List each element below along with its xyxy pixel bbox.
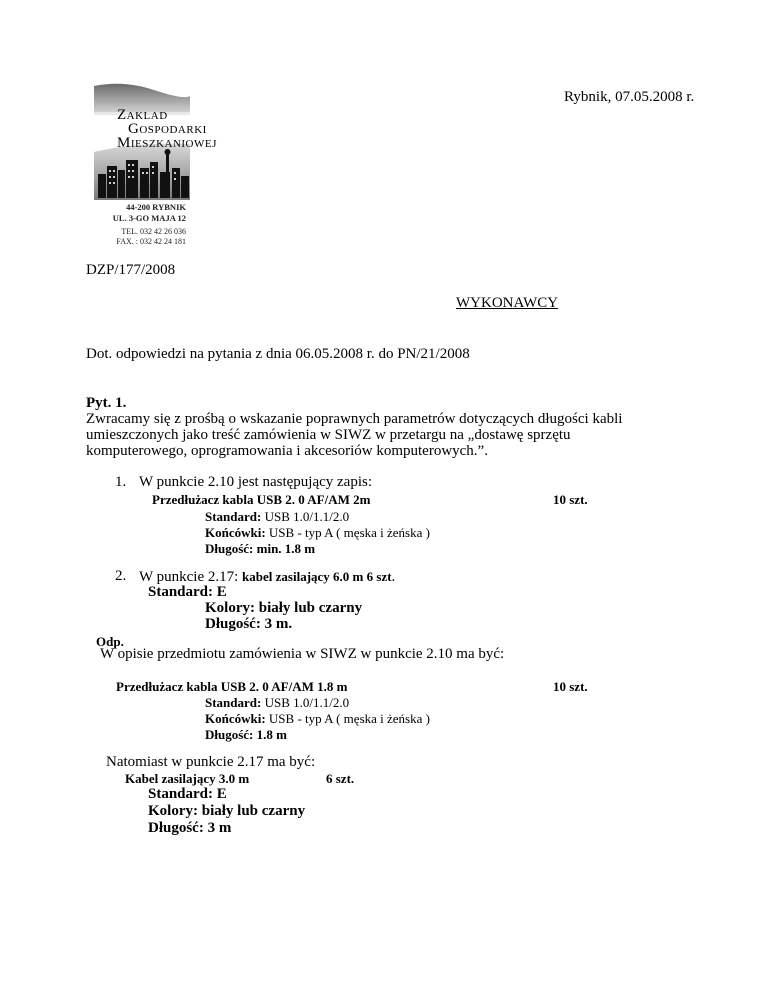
logo-address-city: 44-200 RYBNIK [126, 202, 186, 212]
answer-2-product: Kabel zasilający 3.0 m [125, 771, 250, 786]
answer-title: Odp. [96, 634, 124, 649]
question-line-3: komputerowego, oprogramowania i akcesoriów komputerowych.”. [86, 443, 488, 459]
document-reference: DZP/177/2008 [86, 262, 176, 278]
logo-address-street: UL. 3-GO MAJA 12 [112, 213, 186, 223]
subject-line: Dot. odpowiedzi na pytania z dnia 06.05.2008 r. do PN/21/2008 [86, 346, 470, 362]
answer-2-quantity: 6 szt. [326, 771, 355, 786]
logo-line-3: MIESZKANIOWEJ [117, 135, 217, 151]
item-1-quantity: 10 szt. [553, 492, 588, 507]
item-1-standard: Standard: USB 1.0/1.1/2.0 [205, 509, 350, 524]
item-2-standard: Standard: E [148, 584, 227, 600]
item-1-text: W punkcie 2.10 jest następujący zapis: [139, 474, 372, 490]
item-1-connectors: Końcówki: USB - typ A ( męska i żeńska ) [205, 525, 430, 540]
answer-2-length: Długość: 3 m [148, 820, 232, 836]
answer-intro: W opisie przedmiotu zamówienia w SIWZ w punkcie 2.10 ma być: [100, 646, 505, 662]
logo-line-2: GOSPODARKI [128, 121, 207, 137]
answer-1-length: Długość: 1.8 m [205, 727, 287, 742]
item-1-product: Przedłużacz kabla USB 2. 0 AF/AM 2m [152, 492, 371, 507]
item-1-length: Długość: min. 1.8 m [205, 541, 316, 556]
item-2-colors: Kolory: biały lub czarny [205, 600, 363, 616]
logo-fax: FAX. : 032 42 24 181 [116, 237, 186, 246]
answer-2-colors: Kolory: biały lub czarny [148, 803, 306, 819]
answer-1-product: Przedłużacz kabla USB 2. 0 AF/AM 1.8 m [116, 679, 348, 694]
answer-1-standard: Standard: USB 1.0/1.1/2.0 [205, 695, 350, 710]
item-1-number: 1. [115, 474, 127, 490]
answer-1-quantity: 10 szt. [553, 679, 588, 694]
logo-line-1: ZAKLAD [117, 107, 168, 123]
item-2-length: Długość: 3 m. [205, 616, 293, 632]
answer-2-standard: Standard: E [148, 786, 227, 802]
answer-2-intro: Natomiast w punkcie 2.17 ma być: [106, 754, 316, 770]
answer-1-connectors: Końcówki: USB - typ A ( męska i żeńska ) [205, 711, 430, 726]
item-2-number: 2. [115, 568, 127, 584]
place-date: Rybnik, 07.05.2008 r. [564, 89, 695, 105]
question-line-2: umieszczonych jako treść zamówienia w SIWZ w przetargu na „dostawę sprzętu [86, 427, 571, 443]
question-line-1: Zwracamy się z prośbą o wskazanie poprawnych parametrów dotyczących długości kabli [86, 411, 623, 427]
recipient: WYKONAWCY [456, 295, 559, 311]
question-title: Pyt. 1. [86, 395, 127, 411]
logo-tel: TEL. 032 42 26 036 [121, 227, 186, 236]
item-2-line: W punkcie 2.17: kabel zasilający 6.0 m 6 szt. [139, 569, 396, 585]
